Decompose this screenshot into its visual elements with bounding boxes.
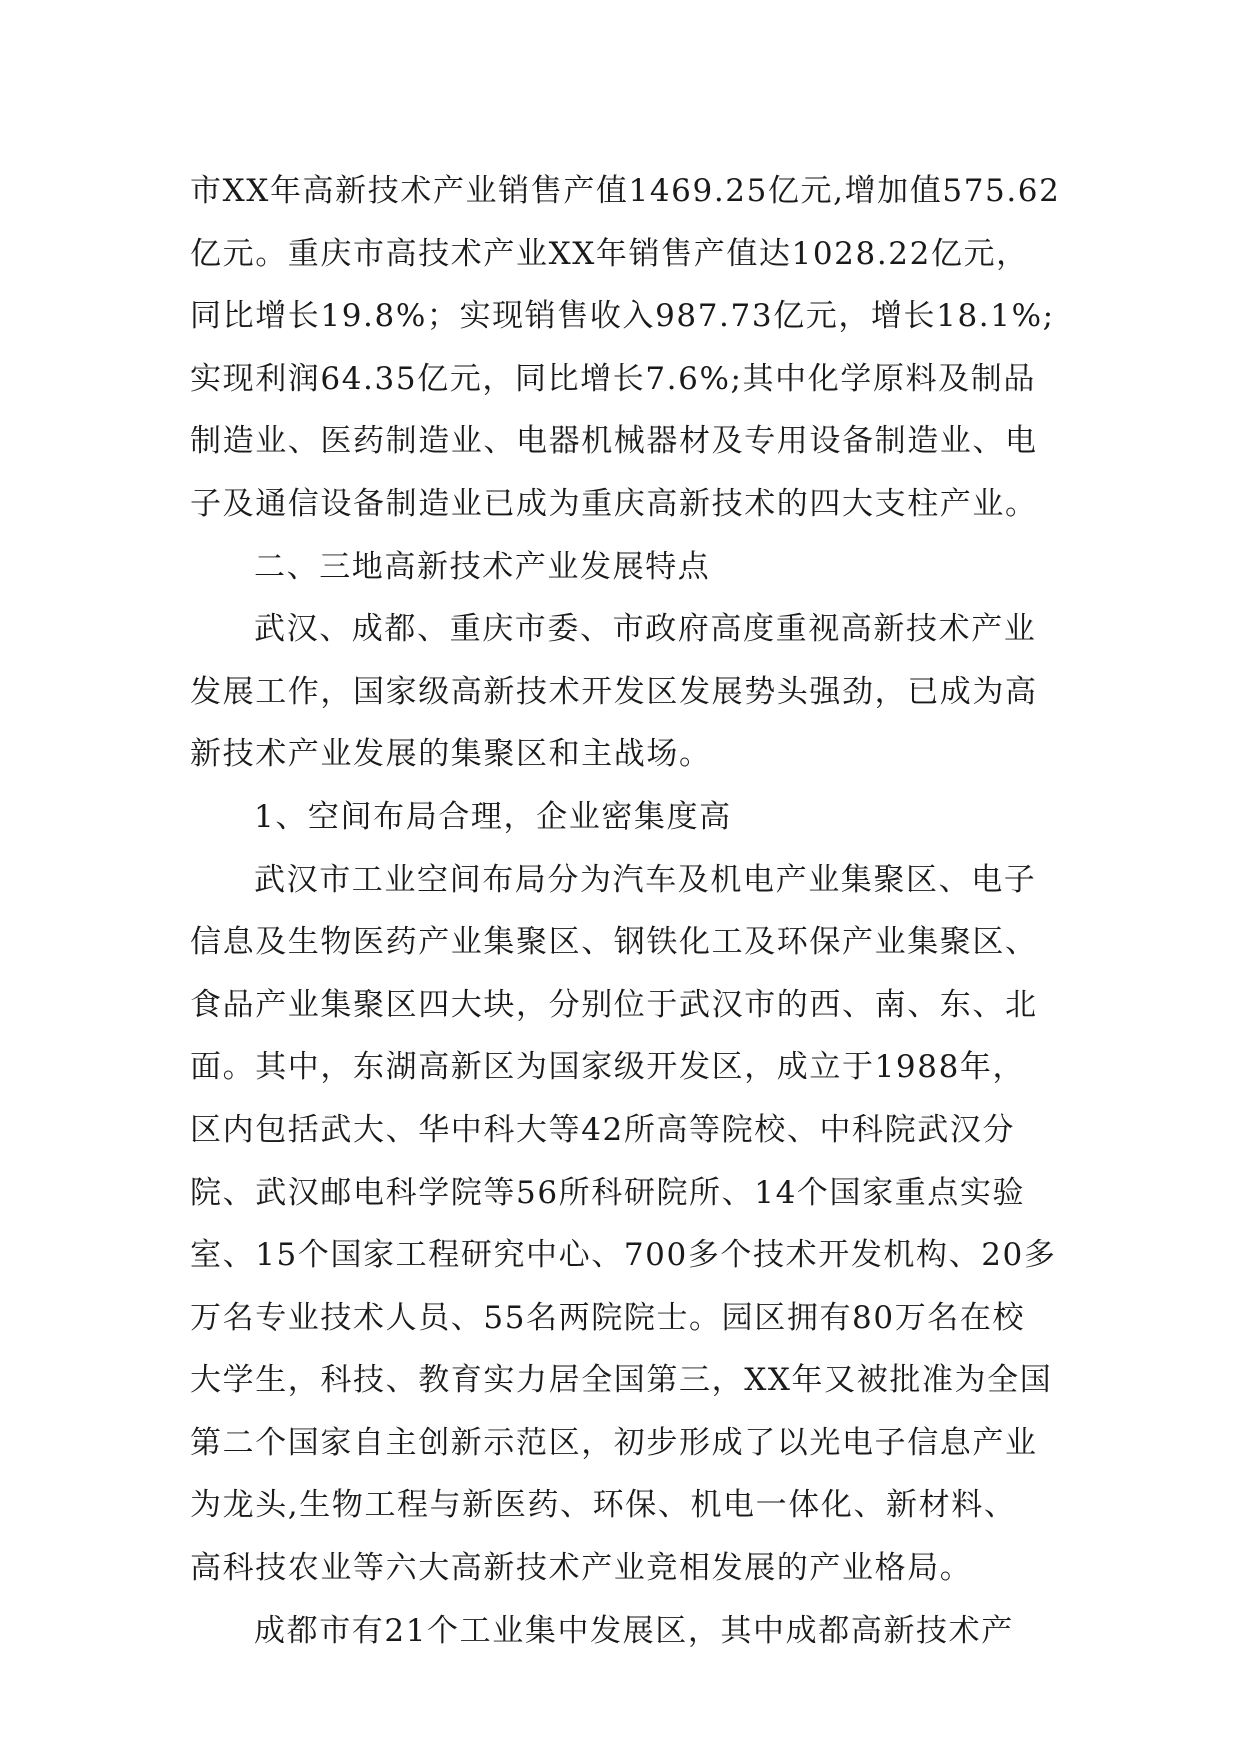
text-line: 新技术产业发展的集聚区和主战场。 — [190, 736, 712, 773]
text-line: 实现利润64.35亿元，同比增长7.6%;其中化学原料及制品 — [190, 360, 1036, 397]
text-line: 大学生，科技、教育实力居全国第三，XX年又被批准为全国 — [190, 1362, 1053, 1399]
text-line: 高科技农业等六大高新技术产业竞相发展的产业格局。 — [190, 1550, 973, 1587]
text-line: 同比增长19.8%；实现销售收入987.73亿元，增长18.1%; — [190, 298, 1055, 335]
text-line: 食品产业集聚区四大块，分别位于武汉市的西、南、东、北 — [190, 986, 1038, 1023]
text-line: 亿元。重庆市高技术产业XX年销售产值达1028.22亿元， — [190, 235, 1029, 272]
text-line: 室、15个国家工程研究中心、700多个技术开发机构、20多 — [190, 1237, 1057, 1274]
paragraph-first-line: 二、三地高新技术产业发展特点 — [254, 548, 711, 585]
text-line: 信息及生物医药产业集聚区、钢铁化工及环保产业集聚区、 — [190, 924, 1038, 961]
text-line: 为龙头,生物工程与新医药、环保、机电一体化、新材料、 — [190, 1487, 1017, 1524]
paragraph-first-line: 武汉、成都、重庆市委、市政府高度重视高新技术产业 — [254, 611, 1037, 648]
paragraph-first-line: 武汉市工业空间布局分为汽车及机电产业集聚区、电子 — [254, 861, 1037, 898]
text-line: 院、武汉邮电科学院等56所科研院所、14个国家重点实验 — [190, 1174, 1026, 1211]
paragraph-first-line: 1、空间布局合理，企业密集度高 — [254, 798, 732, 835]
text-line: 区内包括武大、华中科大等42所高等院校、中科院武汉分 — [190, 1111, 1016, 1148]
paragraph-first-line: 成都市有21个工业集中发展区，其中成都高新技术产 — [254, 1612, 1014, 1649]
text-line: 面。其中，东湖高新区为国家级开发区，成立于1988年， — [190, 1049, 1026, 1086]
text-line: 市XX年高新技术产业销售产值1469.25亿元,增加值575.62 — [190, 173, 1061, 209]
body-text — [190, 160, 1060, 1662]
text-line: 制造业、医药制造业、电器机械器材及专用设备制造业、电 — [190, 423, 1038, 460]
text-line: 发展工作，国家级高新技术开发区发展势头强劲，已成为高 — [190, 673, 1038, 710]
text-line: 子及通信设备制造业已成为重庆高新技术的四大支柱产业。 — [190, 485, 1038, 522]
text-line: 万名专业技术人员、55名两院院士。园区拥有80万名在校 — [190, 1299, 1026, 1336]
text-line: 第二个国家自主创新示范区，初步形成了以光电子信息产业 — [190, 1424, 1038, 1461]
